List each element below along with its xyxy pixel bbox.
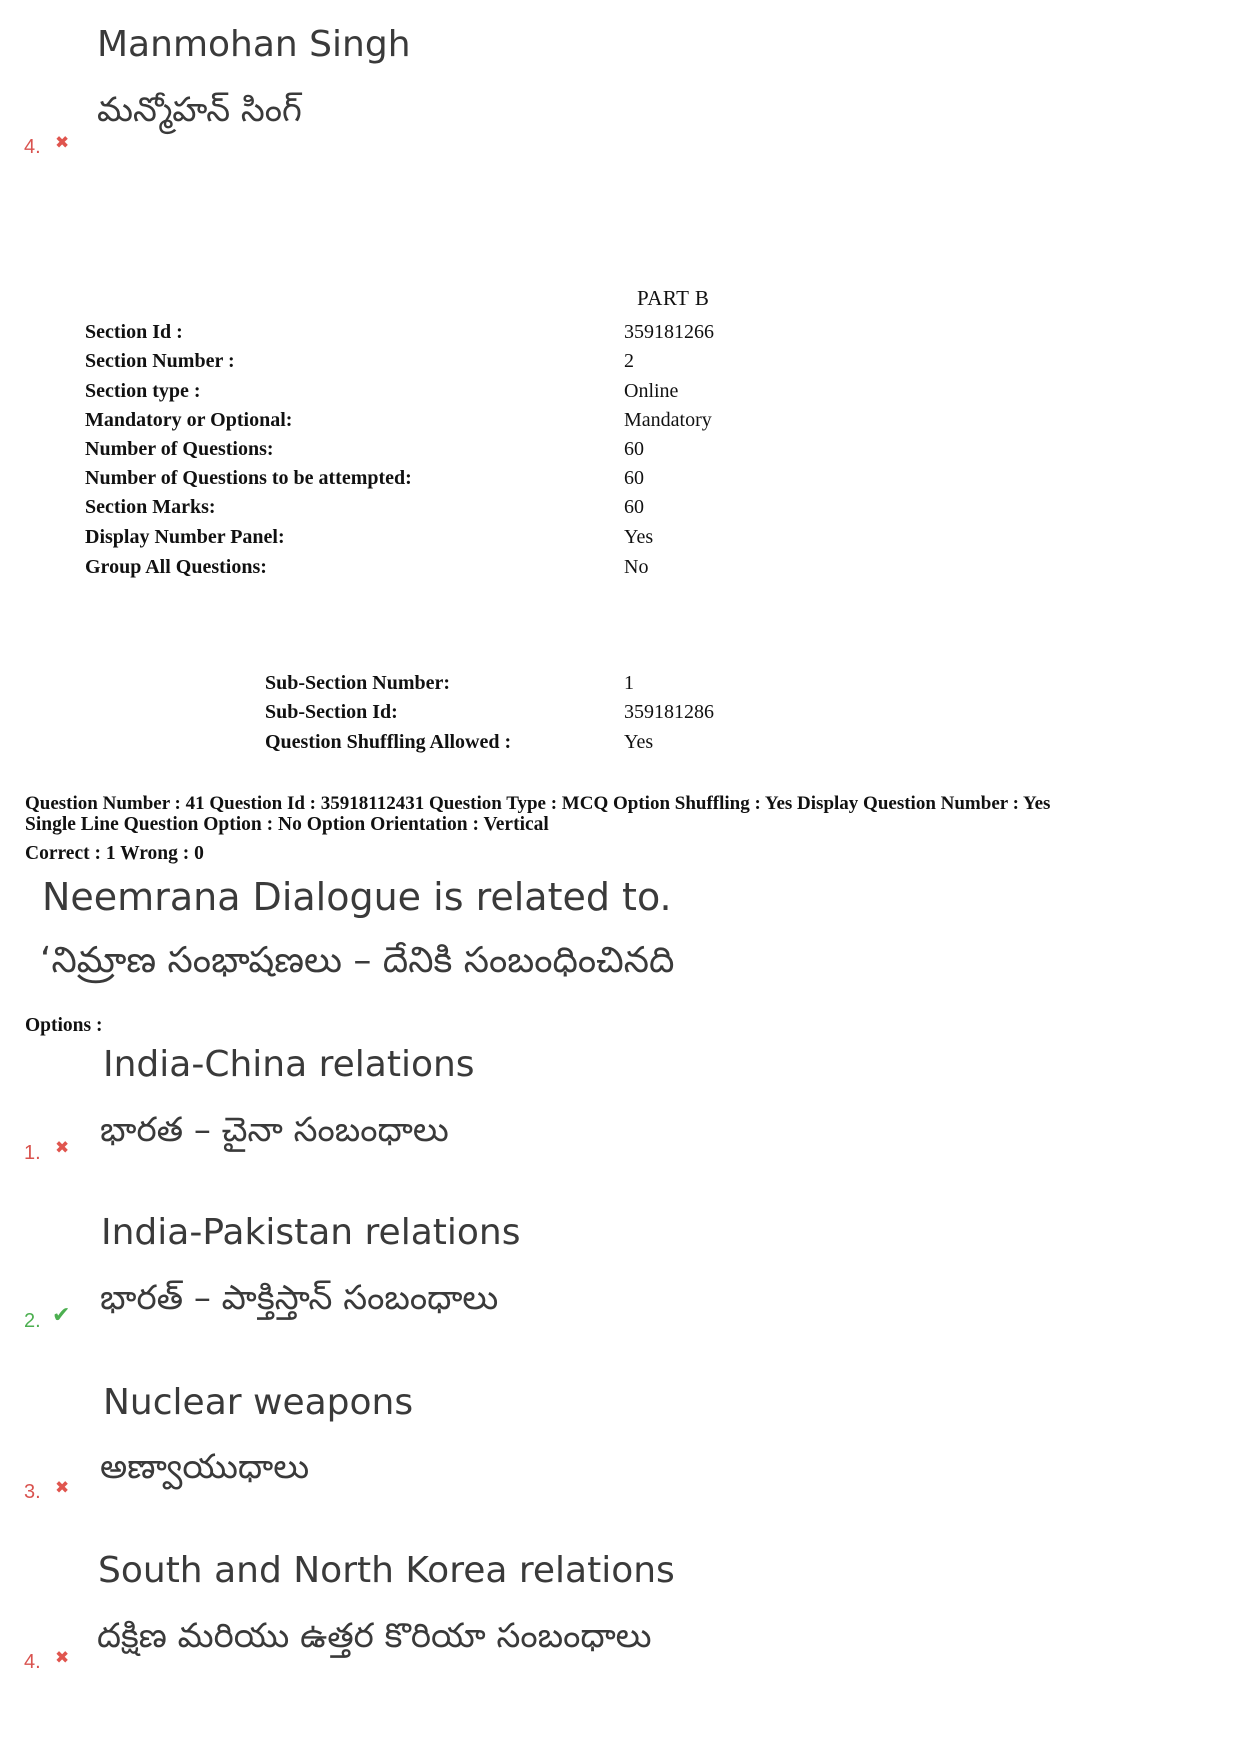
option-2-number: 2. [24, 1310, 41, 1332]
group-questions-value: No [624, 556, 649, 578]
question-meta-line3: Correct : 1 Wrong : 0 [25, 843, 204, 864]
prev-option-number: 4. [24, 136, 41, 158]
option-4-telugu: దక్షిణ మరియు ఉత్తర కొరియా సంబంధాలు [97, 1616, 652, 1656]
subsection-number-value: 1 [624, 672, 634, 694]
cross-icon: ✖ [55, 1648, 70, 1668]
section-id-label: Section Id : [85, 321, 183, 343]
option-4-english: South and North Korea relations [98, 1550, 675, 1591]
group-questions-label: Group All Questions: [85, 556, 267, 578]
section-type-label: Section type : [85, 380, 201, 402]
num-questions-value: 60 [624, 438, 644, 460]
mandatory-value: Mandatory [624, 409, 712, 431]
mandatory-label: Mandatory or Optional: [85, 409, 293, 431]
options-label: Options : [25, 1015, 103, 1036]
section-marks-label: Section Marks: [85, 496, 216, 518]
option-3-telugu: అణ్వాయుధాలు [100, 1447, 310, 1487]
option-4-number: 4. [24, 1651, 41, 1673]
part-title: PART B [637, 286, 710, 310]
section-number-value: 2 [624, 350, 634, 372]
cross-icon: ✖ [55, 1138, 70, 1158]
option-1-english: India-China relations [103, 1044, 475, 1085]
shuffling-allowed-label: Question Shuffling Allowed : [265, 731, 512, 753]
shuffling-allowed-value: Yes [624, 731, 654, 753]
prev-option-english: Manmohan Singh [97, 24, 411, 65]
cross-icon: ✖ [55, 133, 70, 153]
question-telugu: ‘నిమ్రాణ సంభాషణలు – దేనికి సంబంధించినది [40, 940, 675, 981]
display-panel-value: Yes [624, 526, 654, 548]
question-meta-line2: Single Line Question Option : No Option Orientation : Vertical [25, 814, 549, 835]
question-english: Neemrana Dialogue is related to. [42, 875, 672, 919]
option-2-telugu: భారత్ – పాక్తిస్తాన్ సంబంధాలు [100, 1278, 499, 1318]
section-id-value: 359181266 [624, 321, 714, 343]
display-panel-label: Display Number Panel: [85, 526, 285, 548]
option-1-telugu: భారత – చైనా సంబంధాలు [100, 1110, 449, 1150]
cross-icon: ✖ [55, 1478, 70, 1498]
section-type-value: Online [624, 380, 679, 402]
check-icon: ✔ [52, 1303, 71, 1328]
num-attempted-label: Number of Questions to be attempted: [85, 467, 412, 489]
prev-option-telugu: మన్మోహన్ సింగ్ [97, 90, 302, 130]
option-1-number: 1. [24, 1142, 41, 1164]
option-3-number: 3. [24, 1481, 41, 1503]
subsection-id-label: Sub-Section Id: [265, 701, 398, 723]
num-attempted-value: 60 [624, 467, 644, 489]
option-3-english: Nuclear weapons [103, 1382, 414, 1423]
section-number-label: Section Number : [85, 350, 235, 372]
question-meta-line1: Question Number : 41 Question Id : 35918112431 Question Type : MCQ Option Shuffling : Yes Display Question Number : Yes [25, 793, 1051, 814]
subsection-id-value: 359181286 [624, 701, 714, 723]
option-2-english: India-Pakistan relations [101, 1212, 521, 1253]
num-questions-label: Number of Questions: [85, 438, 274, 460]
subsection-number-label: Sub-Section Number: [265, 672, 451, 694]
section-marks-value: 60 [624, 496, 644, 518]
